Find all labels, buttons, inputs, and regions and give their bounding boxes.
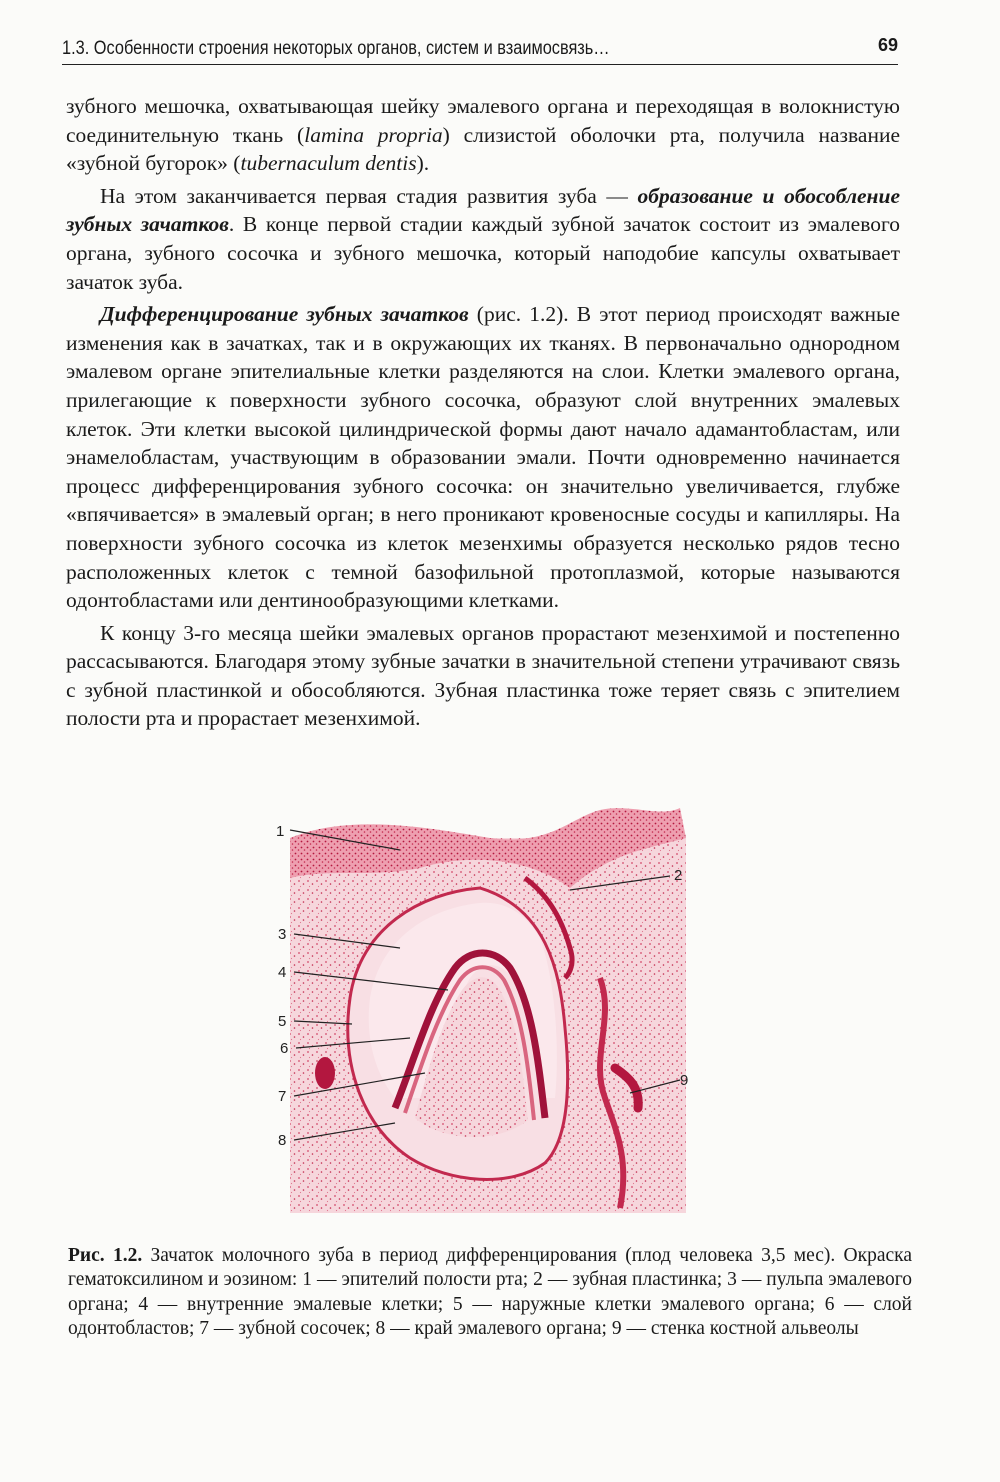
paragraph-4 bbox=[66, 619, 900, 733]
paragraph-1-text-3: ). bbox=[416, 151, 430, 176]
paragraph-2-text-1: На этом заканчивается первая стадия развития зуба — bbox=[100, 183, 638, 208]
header-title: 1.3. Особенности строения некоторых органов, систем и взаимосвязь… bbox=[62, 38, 610, 59]
figure-caption bbox=[68, 1244, 912, 1342]
figure-label-9: 9 bbox=[680, 1072, 689, 1089]
latin-term-lamina-propria: lamina propria bbox=[304, 122, 443, 147]
paragraph-4-text-1: К концу 3-го месяца шейки эмалевых органов прорастают мезенхимой и постепенно рассасываются. Благодаря этому зубные зачатки в значительной степени утрачивают связь с зубной пластинкой и обособляются. Зубная пластинка тоже теряет связь с эпителием полости рта и прорастает мезенхимой. bbox=[66, 620, 900, 731]
paragraph-3-text-1: (рис. 1.2). В этот период происходят важные изменения как в зачатках, так и в окружающих их тканях. В первоначально однородном эмалевом органе эпителиальные клетки разделяются на слои. Клетки эмалевого органа, прилегающие к поверхности зубного сосочка, образуют слой внутренних эмалевых клеток. Эти клетки высокой цилиндрической формы дают начало адамантобластам, или энамелобластам, участвующим в образовании эмали. Почти одновременно начинается процесс дифференцирования зубного сосочка: он значительно увеличивается, глубже «впячивается» в эмалевый орган; в него проникают кровеносные сосуды и капилляры. На поверхности зубного сосочка из клеток мезенхимы образуется несколько рядов тесно расположенных клеток с темной базофильной протоплазмой, которые называются одонтобластами или дентинообразующими клетками. bbox=[66, 302, 900, 613]
figure-label-1: 1 bbox=[276, 823, 285, 840]
figure-label-8: 8 bbox=[278, 1132, 287, 1149]
section-term: Дифференцирование зубных зачатков bbox=[100, 302, 469, 327]
paragraph-1-text-2: ) слизистой оболочки рта, получила название «зубной бугорок» ( bbox=[66, 122, 901, 176]
blood-vessel bbox=[315, 1057, 335, 1089]
paragraph-2 bbox=[66, 182, 900, 296]
caption-text: Зачаток молочного зуба в период дифференцирования (плод человека 3,5 мес). Окраска гематоксилином и эозином: 1 — эпителий полости рта; 2 — зубная пластинка; 3 — пульпа эмалевого органа; 4 — внутренние эмалевые клетки; 5 — наружные клетки эмалевого органа; 6 — слой одонтобластов; 7 — зубной сосочек; 8 — край эмалевого органа; 9 — стенка костной альвеолы bbox=[68, 1245, 912, 1340]
figure-label-6: 6 bbox=[280, 1040, 289, 1057]
paragraph-2-text-2: . В конце первой стадии каждый зубной зачаток состоит из эмалевого органа, зубного сосочка и зубного мешочка, который наподобие капсулы охватывает зачаток зуба. bbox=[66, 212, 900, 294]
figure-label-3: 3 bbox=[278, 926, 287, 943]
figure-label-7: 7 bbox=[278, 1088, 287, 1105]
figure-label-5: 5 bbox=[278, 1013, 287, 1030]
page-number: 69 bbox=[877, 35, 898, 55]
paragraph-1-text-1: зубного мешочка, охватывающая шейку эмалевого органа и переходящая в волокнистую соединительную ткань ( bbox=[66, 94, 900, 147]
figure-label-2: 2 bbox=[674, 867, 683, 884]
tooth-germ-illustration bbox=[270, 798, 690, 1218]
paragraph-1 bbox=[66, 92, 900, 178]
figure-label-4: 4 bbox=[278, 964, 287, 981]
caption-label: Рис. 1.2. bbox=[68, 1245, 143, 1266]
emphasized-term: образование и обособление зубных зачатков bbox=[66, 183, 900, 237]
running-header bbox=[62, 30, 898, 65]
histology-figure bbox=[270, 798, 690, 1218]
paragraph-3 bbox=[66, 300, 900, 615]
body-text bbox=[66, 92, 900, 737]
latin-term-tubernaculum: tubernaculum dentis bbox=[240, 151, 417, 176]
